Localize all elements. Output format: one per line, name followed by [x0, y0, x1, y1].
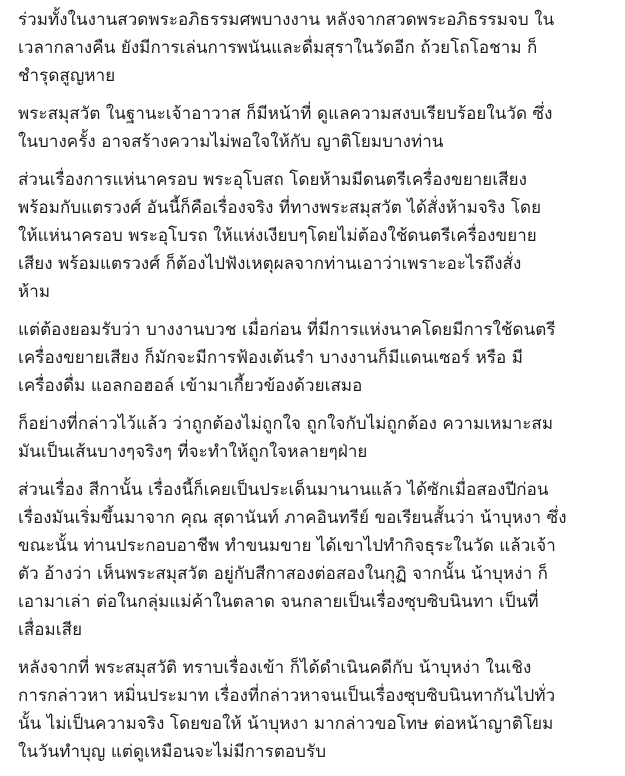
- paragraph-3-line-2: พร้อมกับแตรวงศ์ อันนี้ก็คือเรื่องจริง ที่ทางพระสมุสวัต ได้สั่งห้ามจริง โดย: [18, 198, 542, 218]
- paragraph-6-line-3: ขณะนั้น ท่านประกอบอาชีพ ทำขนมขาย ได้เขาไปทำกิจธุระในวัด แล้วเจ้า: [18, 536, 556, 556]
- post-paragraph-2: [18, 100, 618, 156]
- paragraph-6-line-1: ส่วนเรื่อง สีกานั้น เรื่องนี้ก็เคยเป็นประเด็นมานานแล้ว ได้ซักเมื่อสองปีก่อน: [18, 480, 549, 500]
- paragraph-1-line-2: เวลากลางคืน ยังมีการเล่นการพนันและดื่มสุราในวัดอีก ถ้วยโถโอชาม ก็: [18, 38, 538, 58]
- post-paragraph-6: [18, 476, 618, 644]
- paragraph-6-line-4: ตัว อ้างว่า เห็นพระสมุสวัต อยู่กับสีกาสองต่อสองในกุฏิ จากนั้น น้าบุหง่า ก็: [18, 564, 549, 584]
- paragraph-3-line-3: ให้แห่นาครอบ พระอุโบรถ ให้แห่งเงียบๆโดยไม่ต้องใช้ดนตรีเครื่องขยาย: [18, 226, 537, 246]
- post-paragraph-1: [18, 6, 618, 90]
- post-body: [18, 6, 618, 776]
- paragraph-4-line-2: เครื่องขยายเสียง ก็มักจะมีการฟ้องเต้นรำ บางงานก็มีแดนเซอร์ หรือ มี: [18, 348, 523, 368]
- paragraph-5-line-1: ก็อย่างที่กล่าวไว้แล้ว ว่าถูกต้องไม่ถูกใจ ถูกใจกับไม่ถูกต้อง ความเหมาะสม: [18, 414, 554, 434]
- paragraph-6-line-6: เสื่อมเสีย: [18, 620, 83, 640]
- paragraph-1-line-1: ร่วมทั้งในงานสวดพระอภิธรรมศพบางงาน หลังจากสวดพระอภิธรรมจบ ใน: [18, 10, 555, 30]
- paragraph-1-line-3: ชำรุดสูญหาย: [18, 66, 116, 86]
- paragraph-3-line-5: ห้าม: [18, 282, 51, 302]
- paragraph-7-line-2: การกล่าวหา หมิ่นประมาท เรื่องที่กล่าวหาจนเป็นเรื่องซุบซิบนินทากันไปทั่ว: [18, 686, 556, 706]
- paragraph-7-line-4: ในวันทำบุญ แต่ดูเหมือนจะไม่มีการตอบรับ: [18, 742, 327, 762]
- post-paragraph-3: [18, 166, 618, 306]
- post-paragraph-7: [18, 654, 618, 766]
- paragraph-7-line-3: นั้น ไม่เป็นความจริง โดยขอให้ น้าบุหงา มากล่าวขอโทษ ต่อหน้าญาติโยม: [18, 714, 554, 734]
- post-paragraph-4: [18, 316, 618, 400]
- paragraph-7-line-1: หลังจากที่ พระสมุสวัติ ทราบเรื่องเข้า ก็ได้ดำเนินคดีกับ น้าบุหง่า ในเชิง: [18, 658, 532, 678]
- paragraph-2-line-2: ในบางครั้ง อาจสร้างความไม่พอใจให้กับ ญาติโยมบางท่าน: [18, 132, 444, 152]
- paragraph-2-line-1: พระสมุสวัต ในฐานะเจ้าอาวาส ก็มีหน้าที่ ดูแลความสงบเรียบร้อยในวัด ซึ่ง: [18, 104, 553, 124]
- paragraph-4-line-3: เครื่องดื่ม แอลกอฮอล์ เข้ามาเกี้ยวข้องด้วยเสมอ: [18, 376, 363, 396]
- post-paragraph-5: [18, 410, 618, 466]
- paragraph-4-line-1: แต่ต้องยอมรับว่า บางงานบวช เมื่อก่อน ที่มีการแห่งนาคโดยมีการใช้ดนตรี: [18, 320, 556, 340]
- paragraph-3-line-4: เสียง พร้อมแตรวงศ์ ก็ต้องไปฟังเหตุผลจากท่านเอาว่าเพราะอะไรถึงสั่ง: [18, 254, 522, 274]
- paragraph-3-line-1: ส่วนเรื่องการแห่นาครอบ พระอุโบสถ โดยห้ามมีดนตรีเครื่องขยายเสียง: [18, 170, 527, 190]
- paragraph-6-line-5: เอามาเล่า ต่อในกลุ่มแม่ค้าในตลาด จนกลายเป็นเรื่องซุบซิบนินทา เป็นที่: [18, 592, 539, 612]
- paragraph-6-line-2: เรื่องมันเริ่มขึ้นมาจาก คุณ สุดานันท์ ภาคอินทรีย์ ขอเรียนสั้นว่า น้าบุหงา ซึ่ง: [18, 508, 567, 528]
- paragraph-5-line-2: มันเป็นเส้นบางๆจริงๆ ที่จะทำให้ถูกใจหลายๆฝ่าย: [18, 442, 368, 462]
